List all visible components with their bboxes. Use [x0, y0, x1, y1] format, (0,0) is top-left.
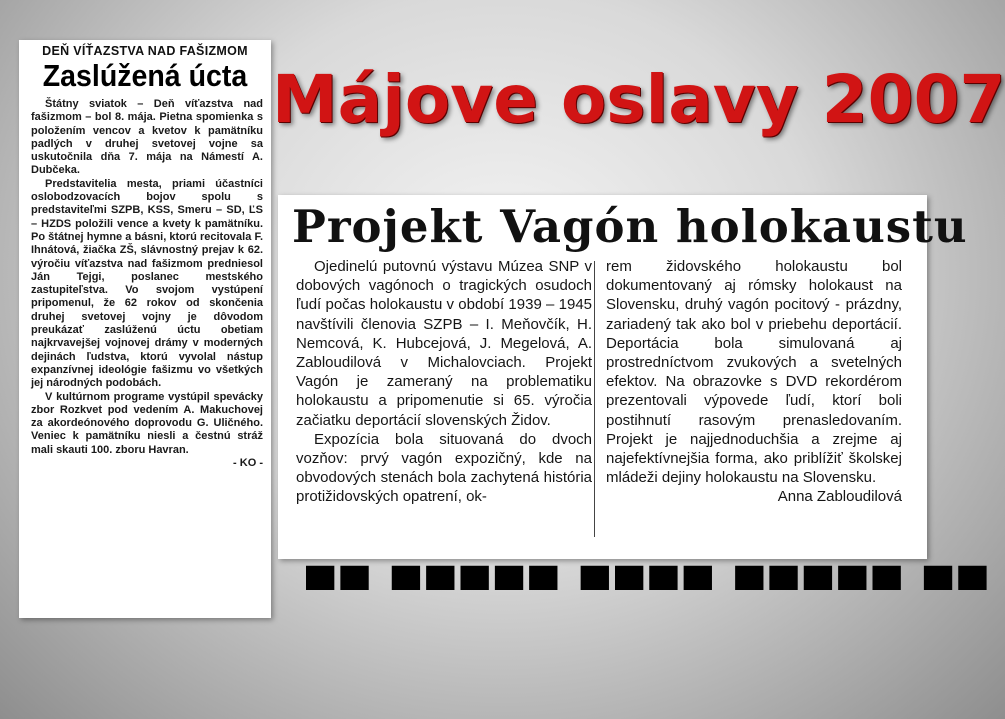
- cut-off-next-headline: ▄▄ ▄▄▄▄▄ ▄▄▄▄ ▄▄▄▄▄ ▄▄: [306, 543, 993, 587]
- left-clipping-paragraph: Štátny sviatok – Deň víťazstva nad fašizmom – bol 8. mája. Pietna spomienka s položením vencov a kvetov k pamätníku padlých v druhej svetovej vojne sa uskutočnila dňa 7. mája na Námestí A. Dubčeka.: [31, 98, 263, 177]
- left-clipping-paragraph: Predstavitelia mesta, priami účastníci oslobodzovacích bojov spolu s predstaviteľmi SZPB, KSS, Smeru – SD, ĽS – HZDS položili vence a kvety k pamätníku. Po štátnej hymne a básni, ktorú recitovala F. Ihnátová, žiačka ZŠ, slávnostný prejav k 62. výročiu víťazstva nad fašizmom predniesol Ján Tejgi, poslanec mestského zastupiteľstva. Vo svojom vystúpení pripomenul, že 62 rokov od skončenia druhej svetovej vojny je dôvodom preukázať zaslúženú úctu obetiam najkrvavejšej vojnovej drámy v moderných dejinách ľudstva, ktorú vyvolal nástup expanzívnej ideológie fašizmu vo všetkých jej národných podobách.: [31, 177, 263, 390]
- right-clipping: [278, 195, 993, 587]
- left-clipping-headline: Zaslúžená úcta: [42, 58, 248, 93]
- slide-title: Májove oslavy 2007: [272, 61, 1005, 138]
- left-clipping-body: [31, 98, 263, 457]
- right-clipping-author: Anna Zabloudilová: [777, 488, 902, 506]
- left-clipping-paragraph: V kultúrnom programe vystúpil spevácky zbor Rozkvet pod vedením A. Makuchovej za akordeónového doprovodu G. Uličného. Veniec k pamätníku niesli a čestnú stráž mali skauti 100. zboru Havran.: [31, 390, 263, 456]
- left-clipping: [19, 40, 271, 618]
- right-clipping-paragraph: rem židovského holokaustu bol dokumentovaný aj rómsky holokaust na Slovensku, druhý vagón pocitový - prázdny, zariadený tak ako bol v priebehu deportácií. Deportácia bola simulovaná aj prostredníctvom zvukových a svetelných efektov. Na obrazovke s DVD rekordérom prezentovali výpovede ľudí, ktorí boli postihnutí rasovým prenasledovaním. Projekt je najjednoduchšia a zrejme aj najefektívnejšia forma, ako priblížiť školskej mládeži dejiny holokaustu na Slovensku.: [606, 258, 902, 487]
- right-clipping-column-1: [296, 257, 592, 539]
- left-clipping-signature: - KO -: [233, 457, 263, 470]
- right-clipping-column-2: [606, 257, 902, 539]
- right-clipping-paragraph: Expozícia bola situovaná do dvoch vozňov: prvý vagón expozičný, kde na obvodových stenách bola zachytená história protižidovských opatrení, ok-: [296, 430, 592, 506]
- right-clipping-columns: [296, 257, 902, 539]
- right-clipping-headline: Projekt Vagón holokaustu: [292, 200, 968, 253]
- right-clipping-paragraph: Ojedinelú putovnú výstavu Múzea SNP v dobových vagónoch o tragických osudoch ľudí počas holokaustu v období 1939 – 1945 navštívili členovia SZPB – I. Meňovčík, H. Nemcová, K. Hubcejová, J. Megelová, A. Zabloudilová v Michalovciach. Projekt Vagón je zameraný na problematiku holokaustu a pripomenutie si 65. výročia začiatku deportácií slovenských Židov.: [296, 258, 592, 429]
- left-clipping-kicker: DEŇ VÍŤAZSTVA NAD FAŠIZMOM: [42, 44, 248, 58]
